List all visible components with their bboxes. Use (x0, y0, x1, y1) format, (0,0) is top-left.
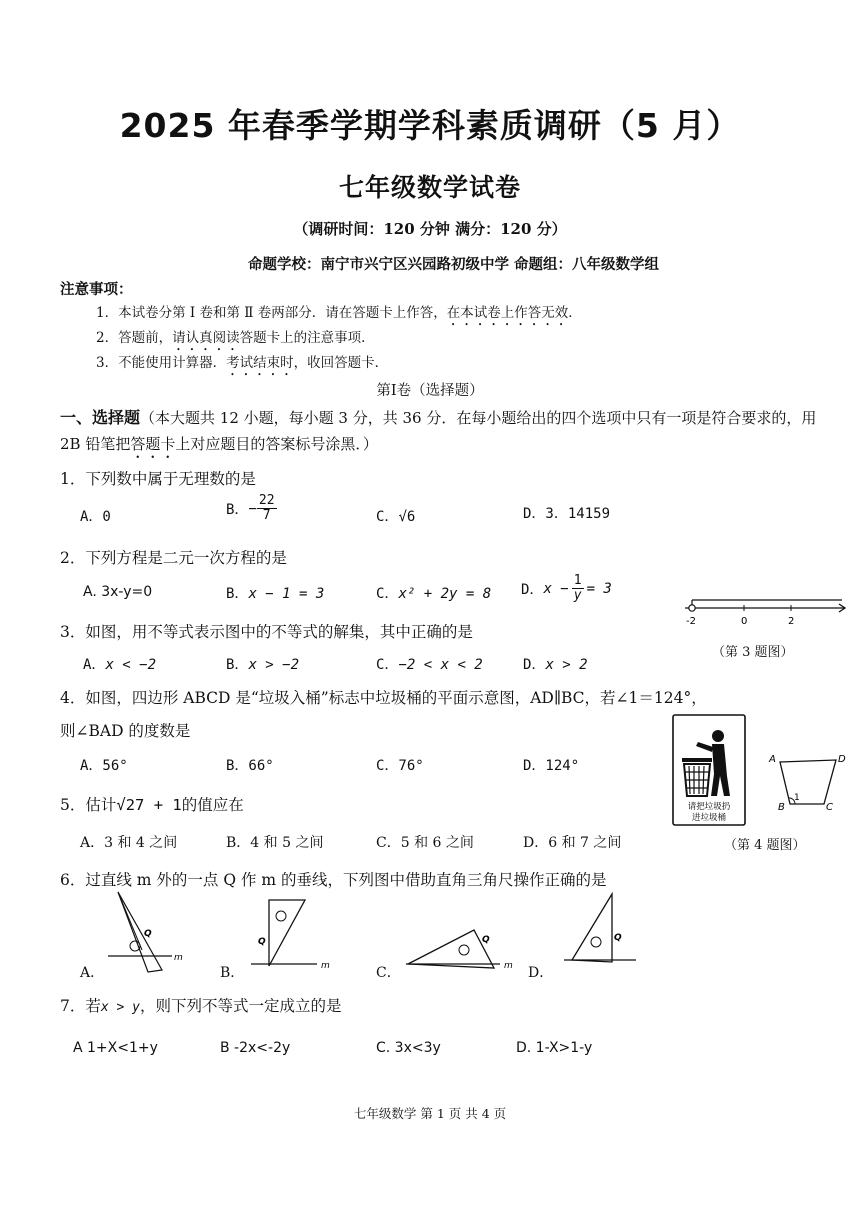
q7-option-b: B -2x<-2y (220, 1040, 291, 1056)
set-square (572, 894, 612, 962)
label-q: Q (482, 935, 490, 945)
vertex-label-a: A (769, 754, 776, 765)
sign-text-line2: 进垃圾桶 (691, 813, 727, 823)
notice-item-2: 2．答题前，请认真阅读答题卡上的注意事项． (96, 330, 375, 346)
set-square-edge (118, 892, 142, 950)
q4-option-a: A．56° (80, 758, 128, 774)
trash-bin-lid-icon (682, 758, 712, 762)
q3-option-c: C．−2 < x < 2 (376, 657, 483, 673)
q5-option-c: C．5 和 6 之间 (376, 835, 474, 851)
q2-option-d: D．x − $\frac{1}{y} = 3$ (521, 573, 612, 604)
q7-option-c: C. 3x<3y (376, 1040, 441, 1056)
set-square-hole (276, 911, 286, 921)
q3-option-b: B．x > −2 (226, 657, 300, 673)
q4-option-b: B．66° (226, 758, 274, 774)
q1-option-c: C．√6 (376, 509, 416, 525)
notice-item-1: 1．本试卷分第 Ⅰ 卷和第 Ⅱ 卷两部分．请在答题卡上作答，在本试卷上作答无效． (96, 305, 582, 321)
q5-option-a: A．3 和 4 之间 (80, 835, 178, 851)
vertex-label-c: C (826, 802, 833, 813)
tick-label-neg2: -2 (686, 616, 696, 627)
q5-option-b: B．4 和 5 之间 (226, 835, 324, 851)
notice-item-3: 3．不能使用计算器．考试结束时，收回答题卡． (96, 355, 389, 371)
q2-option-b: B．x − 1 = 3 (226, 586, 325, 602)
q6-option-d: D． (528, 965, 554, 981)
tick-label-2: 2 (788, 616, 795, 627)
q4-trash-sign-figure (672, 714, 746, 826)
q4-option-d: D．124° (523, 758, 580, 774)
exam-subtitle: 七年级数学试卷 (338, 173, 521, 202)
school-info: 命题学校：南宁市兴宁区兴园路初级中学 (248, 256, 509, 273)
tick-label-0: 0 (741, 616, 748, 627)
q4-option-c: C．76° (376, 758, 424, 774)
q4-figure-caption: （第 4 题图） (724, 838, 806, 853)
question-4-stem-line1: 4．如图，四边形 ABCD 是“垃圾入桶”标志中垃圾桶的平面示意图，AD∥BC，若∠1＝124°， (60, 689, 707, 707)
label-q: Q (258, 937, 266, 947)
exam-time-info: （调研时间：120 分钟 满分：120 分） (293, 220, 567, 238)
notice-heading: 注意事项： (60, 281, 133, 298)
part-heading: 第Ⅰ卷（选择题） (376, 383, 484, 399)
q1-option-d: D．3．14159 (523, 506, 611, 522)
q6-option-c: C． (376, 965, 401, 981)
set-square (118, 892, 162, 972)
q1-option-b: B．− $\frac{22}{7}$ (226, 493, 275, 524)
open-endpoint (689, 605, 695, 611)
person-head-icon (712, 730, 724, 742)
q6-figure-d (558, 888, 648, 972)
set-square-hole (459, 945, 469, 955)
q7-option-a: A 1+X<1+y (73, 1040, 158, 1056)
angle-label-1: 1 (794, 793, 800, 803)
q2-option-c: C．x² + 2y = 8 (376, 586, 492, 602)
question-1-stem: 1．下列数中属于无理数的是 (60, 470, 256, 488)
label-m: m (321, 961, 330, 971)
set-square-hole (591, 937, 601, 947)
question-2-stem: 2．下列方程是二元一次方程的是 (60, 549, 287, 567)
label-m: m (174, 953, 183, 963)
q6-option-a: A． (80, 965, 105, 981)
q7-option-d: D. 1-X>1-y (516, 1040, 593, 1056)
quadrilateral-abcd (780, 760, 836, 804)
question-4-stem-line2: 则∠BAD 的度数是 (60, 722, 191, 740)
q6-figure-a (100, 888, 200, 976)
q6-option-b: B． (220, 965, 245, 981)
label-q: Q (144, 929, 152, 939)
set-square (269, 900, 305, 966)
q3-option-a: A．x < −2 (83, 657, 157, 673)
vertex-label-d: D (838, 754, 846, 765)
group-info: 命题组：八年级数学组 (514, 256, 659, 273)
section-heading: 一、选择题（本大题共 12 小题，每小题 3 分，共 36 分．在每小题给出的四个选项中只有一项是符合要求的，用 2B 铅笔把答题卡上对应题目的答案标号涂黑．） (60, 408, 817, 453)
q1-option-a: A．0 (80, 509, 111, 525)
q3-option-d: D．x > 2 (523, 657, 588, 673)
q6-figure-b (245, 894, 345, 976)
q4-quadrilateral-figure (764, 750, 848, 812)
question-5-stem: 5．估计√27 + 1的值应在 (60, 796, 244, 814)
exam-title: 2025 年春季学期学科素质调研（5 月） (119, 106, 741, 145)
label-m: m (504, 961, 513, 971)
sign-text-line1: 请把垃圾扔 (687, 802, 731, 812)
label-q: Q (614, 933, 622, 943)
vertex-label-b: B (778, 802, 785, 813)
question-7-stem: 7．若x > y，则下列不等式一定成立的是 (60, 997, 342, 1015)
question-6-stem: 6．过直线 m 外的一点 Q 作 m 的垂线，下列图中借助直角三角尺操作正确的是 (60, 871, 607, 889)
q5-option-d: D．6 和 7 之间 (523, 835, 622, 851)
q6-figure-c (400, 918, 530, 976)
page-footer: 七年级数学 第 1 页 共 4 页 (353, 1106, 507, 1121)
question-3-stem: 3．如图，用不等式表示图中的不等式的解集，其中正确的是 (60, 623, 473, 641)
q2-option-a: A. 3x-y=0 (83, 584, 153, 600)
q3-figure-caption: （第 3 题图） (712, 645, 794, 660)
q3-number-line-figure (670, 596, 850, 628)
